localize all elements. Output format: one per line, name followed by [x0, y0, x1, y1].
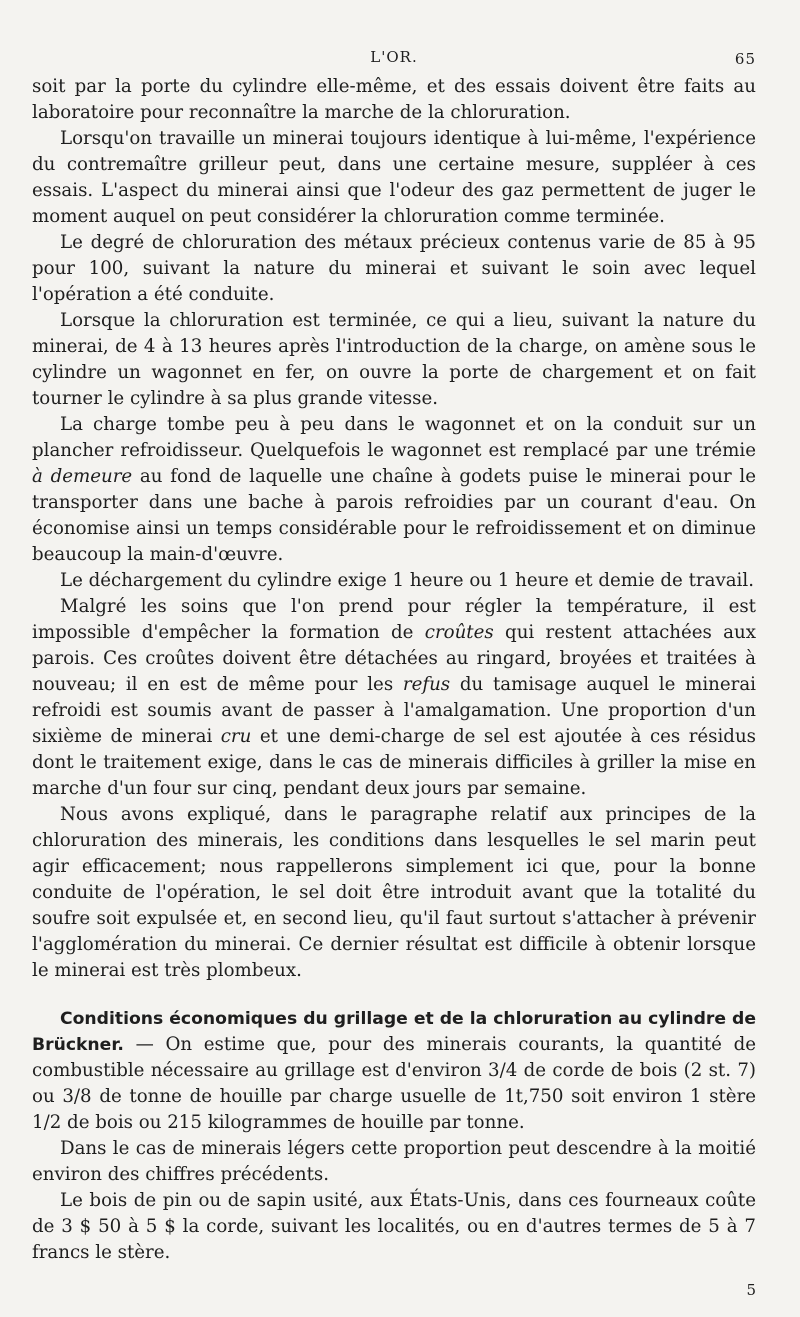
paragraph-s2: [32, 1136, 756, 1188]
paragraph-p1: [32, 74, 756, 126]
text-run: Le degré de chloruration des métaux précieux contenus varie de 85 à 95 pour 100, suivant la nature du minerai et suivant le soin avec lequel l'opération a été conduite.: [32, 232, 756, 305]
italic-term: refus: [402, 674, 451, 695]
paragraph-p8: [32, 802, 756, 984]
text-run: Lorsqu'on travaille un minerai toujours identique à lui-même, l'expérience du contremaître grilleur peut, dans une certaine mesure, suppléer à ces essais. L'aspect du minerai ainsi que l'odeur des gaz permettent de juger le moment auquel on peut considérer la chloruration comme terminée.: [32, 128, 756, 227]
paragraph-p4: [32, 308, 756, 412]
text-run: Le déchargement du cylindre exige 1 heure ou 1 heure et demie de travail.: [60, 570, 754, 591]
text-run: qui restent attachées aux parois. Ces croûtes doivent être détachées au ringard, broyées et traitées à nouveau; il en est de même pour les: [32, 622, 756, 695]
text-run: Malgré les soins que l'on prend pour régler la température, il est impossible d'empêcher la formation de: [32, 596, 756, 643]
italic-term: croûtes: [424, 622, 494, 643]
paragraph-p2: [32, 126, 756, 230]
section-body: [32, 1136, 756, 1266]
paragraph-s3: [32, 1188, 756, 1266]
text-run: au fond de laquelle une chaîne à godets puise le minerai pour le transporter dans une bache à parois refroidies par un courant d'eau. On économise ainsi un temps considérable pour le refroidissement et on diminue beaucoup la main-d'œuvre.: [32, 466, 756, 565]
body-text: [32, 74, 756, 984]
economic-conditions-section: [32, 1006, 756, 1266]
text-run: du tamisage auquel le minerai refroidi est soumis avant de passer à l'amalgamation. Une proportion d'un sixième de minerai: [32, 674, 756, 747]
text-run: Dans le cas de minerais légers cette proportion peut descendre à la moitié environ des chiffres précédents.: [32, 1138, 756, 1185]
paragraph-p7: [32, 594, 756, 802]
running-head: [32, 44, 756, 72]
text-run: soit par la porte du cylindre elle-même, et des essais doivent être faits au laboratoire pour reconnaître la marche de la chloruration.: [32, 76, 756, 123]
section-intro: — On estime que, pour des minerais courants, la quantité de combustible nécessaire au grillage est d'environ 3/4 de corde de bois (2 st. 7) ou 3/8 de tonne de houille par charge usuelle de 1t,750 soit environ 1 stère 1/2 de bois ou 215 kilogrammes de houille par tonne.: [32, 1034, 756, 1133]
text-run: et une demi-charge de sel est ajoutée à ces résidus dont le traitement exige, dans le cas de minerais difficiles à griller la mise en marche d'un four sur cinq, pendant deux jours par semaine.: [32, 726, 757, 799]
running-title: L'OR.: [370, 48, 418, 66]
italic-term: cru: [220, 726, 252, 747]
paragraph-p3: [32, 230, 756, 308]
section-first-paragraph: [32, 1006, 756, 1136]
text-run: Lorsque la chloruration est terminée, ce qui a lieu, suivant la nature du minerai, de 4 à 13 heures après l'introduction de la charge, on amène sous le cylindre un wagonnet en fer, on ouvre la porte de chargement et on fait tourner le cylindre à sa plus grande vitesse.: [32, 310, 756, 409]
signature-mark: 5: [746, 1281, 756, 1299]
text-run: Nous avons expliqué, dans le paragraphe relatif aux principes de la chloruration des minerais, les conditions dans lesquelles le sel marin peut agir efficacement; nous rappellerons simplement ici que, pour la bonne conduite de l'opération, le sel doit être introduit avant que la totalité du soufre soit expulsée et, en second lieu, qu'il faut surtout s'attacher à prévenir l'agglomération du minerai. Ce dernier résultat est difficile à obtenir lorsque le minerai est très plombeux.: [32, 804, 756, 981]
paragraph-p6: [32, 568, 756, 594]
text-run: La charge tombe peu à peu dans le wagonnet et on la conduit sur un plancher refroidisseur. Quelquefois le wagonnet est remplacé par une trémie: [32, 414, 756, 461]
italic-term: à demeure: [32, 466, 133, 487]
paragraph-p5: [32, 412, 756, 568]
text-run: Le bois de pin ou de sapin usité, aux États-Unis, dans ces fourneaux coûte de 3 $ 50 à 5 $ la corde, suivant les localités, ou en d'autres termes de 5 à 7 francs le stère.: [32, 1190, 756, 1263]
section-heading: Conditions économiques du grillage et de la chloruration au cylindre de Brückner.: [32, 1009, 756, 1055]
page-number: 65: [734, 50, 756, 68]
